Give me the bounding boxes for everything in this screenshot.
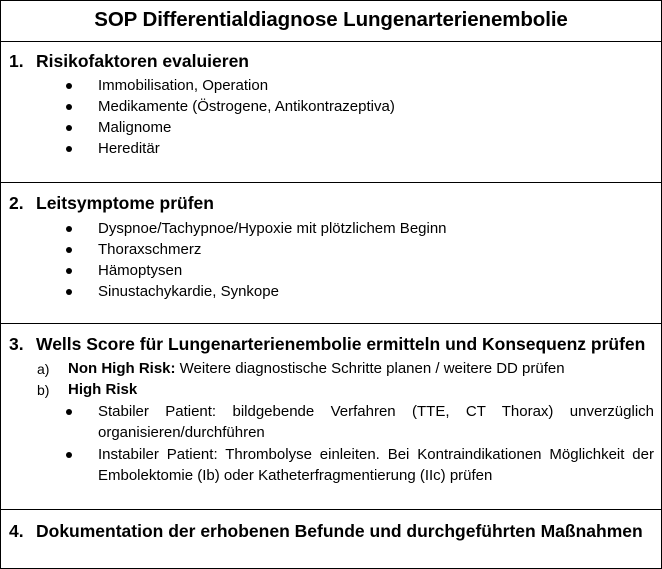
section-title: Dokumentation der erhobenen Befunde und durchgeführten Maßnahmen xyxy=(36,521,643,541)
bullet-icon xyxy=(66,146,72,152)
section-heading xyxy=(9,521,643,542)
bullet-icon xyxy=(66,226,72,232)
section-heading xyxy=(9,193,214,214)
section-title: Leitsymptome prüfen xyxy=(36,193,214,213)
bullet-icon xyxy=(66,452,72,458)
bullet-icon xyxy=(66,83,72,89)
section-heading xyxy=(9,334,645,355)
section-title: Risikofaktoren evaluieren xyxy=(36,51,249,71)
section-number: 1. xyxy=(9,51,24,71)
section-2: 2. Leitsymptome prüfen Dyspnoe/Tachypnoe/Hypoxie mit plötzlichem Beginn Thoraxschmerz Hämoptysen Sinustachykardie, Synkope xyxy=(1,182,661,323)
section-3: 3. Wells Score für Lungenarterienembolie ermitteln und Konsequenz prüfen a) Non High Risk: Weitere diagnostische Schritte planen / weitere DD prüfen b) High Risk Stabiler Patient: bildgebende Verfahren (TTE, CT Thorax) unverzüglich organisieren/durchführen Instabiler Patient: Thrombolyse einleiten. Bei Kontraindikationen Möglichkeit der Embolektomie (Ib) oder Katheterfragmentierung (IIc) prüfen xyxy=(1,323,661,509)
title-row xyxy=(1,1,661,41)
sub-marker-a: a) xyxy=(37,361,50,377)
section-number: 4. xyxy=(9,521,24,541)
bullet-icon xyxy=(66,268,72,274)
section-title: Wells Score für Lungenarterienembolie ermitteln und Konsequenz prüfen xyxy=(36,334,646,354)
sub-item-b: High Risk xyxy=(68,381,138,398)
section-4 xyxy=(1,509,661,568)
bullet-icon xyxy=(66,125,72,131)
section-number: 3. xyxy=(9,334,24,354)
sub-item-a: Non High Risk: Weitere diagnostische Schritte planen / weitere DD prüfen xyxy=(68,360,565,377)
section-number: 2. xyxy=(9,193,24,213)
bullet-icon xyxy=(66,247,72,253)
section-heading xyxy=(9,51,249,72)
bullet-icon xyxy=(66,104,72,110)
sub-marker-b: b) xyxy=(37,382,50,398)
bullet-icon xyxy=(66,289,72,295)
bullet-icon xyxy=(66,409,72,415)
page-title: SOP Differentialdiagnose Lungenarterienembolie xyxy=(94,8,568,31)
section-1: 1. Risikofaktoren evaluieren Immobilisation, Operation Medikamente (Östrogene, Antikontrazeptiva) Malignome Hereditär xyxy=(1,41,661,182)
